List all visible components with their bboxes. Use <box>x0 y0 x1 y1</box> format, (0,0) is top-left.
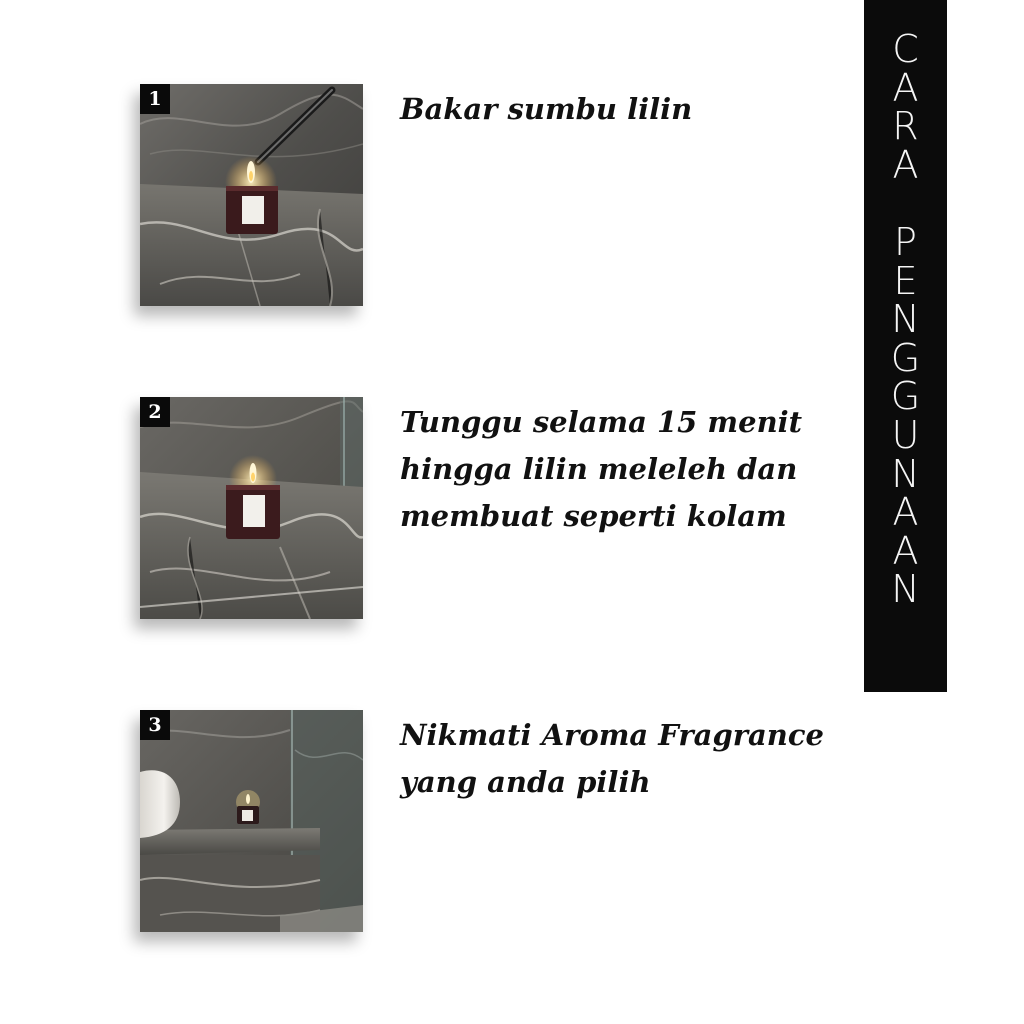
side-title-letter: A <box>892 142 919 187</box>
side-title-letter: U <box>891 412 920 457</box>
side-title-letter: N <box>891 567 920 612</box>
step-number-badge: 2 <box>140 397 170 427</box>
step-1-caption-line: Bakar sumbu lilin <box>400 92 693 126</box>
side-title-letter: P <box>894 219 917 264</box>
step-2-caption-line: Tunggu selama 15 menit <box>400 405 803 439</box>
side-title-letter: A <box>892 490 919 535</box>
step-2-caption-line: hingga lilin meleleh dan <box>400 452 798 486</box>
step-3-caption <box>400 712 840 806</box>
step-2-caption-line: membuat seperti kolam <box>400 499 787 533</box>
candle-melting-image <box>140 397 363 619</box>
side-title-banner <box>864 0 947 692</box>
step-2-caption <box>400 399 840 540</box>
step-1-photo <box>140 84 363 306</box>
step-2-photo <box>140 397 363 619</box>
step-3-caption-line: yang anda pilih <box>400 765 651 799</box>
candle-lighting-image <box>140 84 363 306</box>
candle-aroma-image <box>140 710 363 932</box>
side-title-letter: R <box>892 104 919 149</box>
step-number-badge: 1 <box>140 84 170 114</box>
side-title-letter: G <box>890 374 921 419</box>
side-title-letter: N <box>891 451 920 496</box>
side-title-letter: N <box>891 297 920 342</box>
side-title <box>890 27 921 612</box>
step-1-caption <box>400 86 840 133</box>
side-title-letter: A <box>892 65 919 110</box>
side-title-letter: C <box>892 27 919 71</box>
step-3-photo <box>140 710 363 932</box>
side-title-letter: G <box>890 335 921 380</box>
step-3-caption-line: Nikmati Aroma Fragrance <box>400 718 824 752</box>
side-title-letter: A <box>892 528 919 573</box>
side-title-letter: E <box>893 258 918 303</box>
step-number-badge: 3 <box>140 710 170 740</box>
